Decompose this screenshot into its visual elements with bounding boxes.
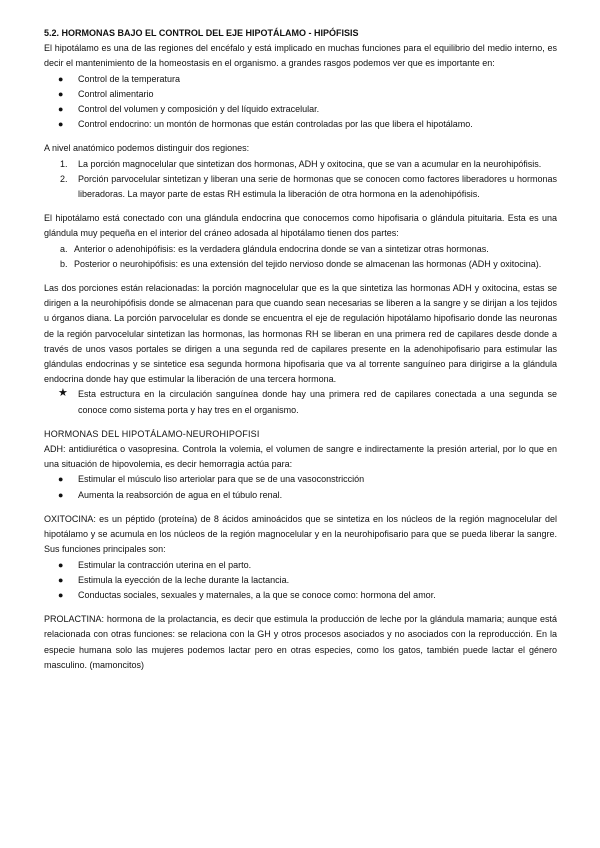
connection-paragraph: El hipotálamo está conectado con una glándula endocrina que conocemos como hipofisaria o glándula pituitaria. Esta es una glándula muy pequeña en el interior del cráneo adosada al hipotálamo tienen dos partes: (44, 213, 557, 239)
list-item: ● Control de la temperatura (44, 72, 557, 87)
list-item: ● Aumenta la reabsorción de agua en el túbulo renal. (44, 488, 557, 503)
bullet-icon: ● (58, 489, 64, 500)
bullet-icon: ● (58, 119, 64, 130)
oxytocin-paragraph: OXITOCINA: es un péptido (proteína) de 8 ácidos aminoácidos que se sintetiza en los núcleos de la región magnocelular del hipotálamo y se acumula en los núcleos de la región magnocelular y en la neurohipofisario para que se pueda liberar la sangre. Sus funciones principales son: (44, 513, 557, 555)
list-item: b. Posterior o neurohipófisis: es una extensión del tejido nervioso donde se almacenan las hormonas (ADH y oxitocina). (60, 258, 542, 269)
bullet-icon: ● (58, 88, 64, 99)
bullet-icon: ● (58, 73, 64, 84)
parts-list (44, 242, 557, 272)
list-item: ● Control endocrino: un montón de hormonas que están controladas por las que libera el hipotálamo. (44, 117, 557, 132)
adh-paragraph: ADH: antidiurética o vasopresina. Controla la volemia, el volumen de sangre e indirectamente la presión arterial, por lo que en una situación de hipovolemia, es decir hemorragia actúa para: (44, 444, 557, 470)
star-note-list (44, 387, 557, 417)
adh-list (44, 472, 557, 502)
list-item: ★ Esta estructura en la circulación sanguínea donde hay una primera red de capilares conectada a una segunda se conoce como sistema porta y hay tres en el organismo. (58, 387, 557, 415)
star-icon: ★ (58, 387, 68, 400)
list-item: ● Estimular el músculo liso arteriolar para que se de una vasoconstricción (44, 472, 557, 487)
section-title: 5.2. HORMONAS BAJO EL CONTROL DEL EJE HIPOTÁLAMO - HIPÓFISIS (44, 28, 359, 38)
list-item: ● Conductas sociales, sexuales y maternales, a la que se conoce como: hormona del amor. (44, 588, 557, 603)
list-item: 1. La porción magnocelular que sintetizan dos hormonas, ADH y oxitocina, que se van a acumular en la neurohipófisis. (60, 158, 542, 169)
list-item: ● Control del volumen y composición y del líquido extracelular. (44, 102, 557, 117)
bullet-icon: ● (58, 104, 64, 115)
bullet-icon: ● (58, 589, 64, 600)
subsection-title: HORMONAS DEL HIPOTÁLAMO-NEUROHIPOFISI (44, 428, 260, 439)
bullet-icon: ● (58, 474, 64, 485)
relation-paragraph: Las dos porciones están relacionadas: la porción magnocelular que es la que sintetiza las hormonas ADH y oxitocina, estas se dirigen a la neurohipófisis donde se almacenan para que cuando sean necesarias se liberen a la sangre y se dirijan a los tejidos u órganos diana. La porción parvocelular es donde se encuentra el eje de regulación hipotálamo hipofisario donde las neuronas de la región parvocelular sintetizan las hormonas, las hormonas RH se liberan en una primera red de capilares desde donde a través de unos vasos portales se dirigen a una segunda red de capilares presente en la adenohipofisario para estimular las glándulas endocrinas y se sintetice esa segunda hormona hipofisaria que va al torrente sanguíneo para dirigirse a la glándula endocrina donde hay que estimular la liberación de una tercera hormona. (44, 283, 557, 385)
prolactin-paragraph: PROLACTINA: hormona de la prolactancia, es decir que estimula la producción de leche por la glándula mamaria; aunque está relacionada con otras funciones: se relaciona con la GH y otros procesos asociados y no asociados con la reproducción. En la especie humana solo las mujeres podemos lactar pero en otras especies, como los gatos, también puede lactar el género masculino. (mamoncitos) (44, 614, 557, 670)
anatomy-intro: A nivel anatómico podemos distinguir dos regiones: (44, 143, 250, 154)
functions-list (44, 72, 557, 133)
list-item: a. Anterior o adenohipófisis: es la verdadera glándula endocrina donde se van a sintetizar otras hormonas. (60, 243, 489, 254)
bullet-icon: ● (58, 559, 64, 570)
intro-paragraph: El hipotálamo es una de las regiones del encéfalo y está implicado en muchas funciones para el equilibrio del medio interno, es decir el mantenimiento de la homeostasis en el organismo. a grandes rasgos podemos ver que es importante en: (44, 43, 557, 69)
bullet-icon: ● (58, 574, 64, 585)
list-item: ● Estimular la contracción uterina en el parto. (44, 558, 557, 573)
list-item: 2. Porción parvocelular sintetizan y liberan una serie de hormonas que se conocen como factores liberadores u hormonas liberadoras. La mayor parte de estas RH estimula la liberación de otra hormona en la adenohipófisis. (60, 173, 557, 200)
oxytocin-list (44, 558, 557, 604)
list-item: ● Control alimentario (44, 87, 557, 102)
document-page (44, 26, 557, 673)
list-item: ● Estimula la eyección de la leche durante la lactancia. (44, 573, 557, 588)
regions-list (44, 157, 557, 203)
